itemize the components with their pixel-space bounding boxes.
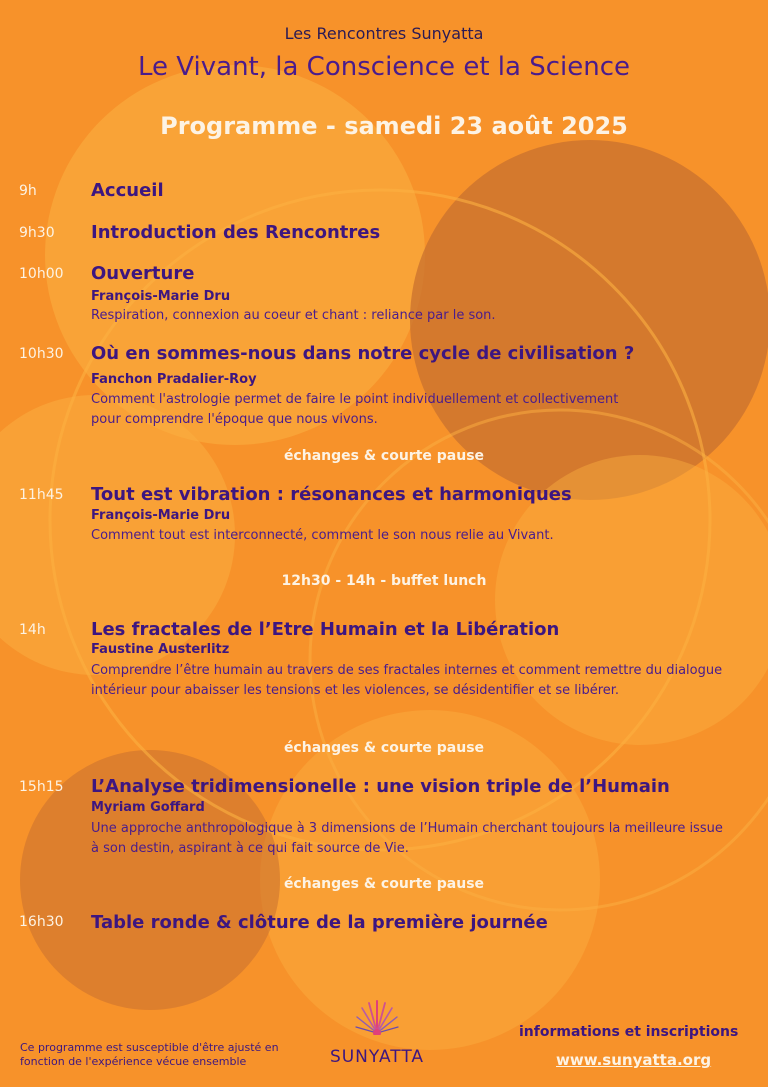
info-label: informations et inscriptions bbox=[519, 1024, 739, 1040]
time-16h30: 16h30 bbox=[19, 914, 64, 930]
session-description: Comment tout est interconnecté, comment le son nous relie au Vivant. bbox=[91, 528, 554, 543]
time-9h30: 9h30 bbox=[19, 225, 55, 241]
session-description: Comment l'astrologie permet de faire le point individuellement et collectivement pour comprendre l'époque que nous vivons. bbox=[91, 392, 619, 427]
session-title: Où en sommes-nous dans notre cycle de civilisation ? bbox=[91, 343, 635, 364]
session-description: Respiration, connexion au coeur et chant : reliance par le son. bbox=[91, 308, 496, 323]
time-15h15: 15h15 bbox=[19, 779, 64, 795]
event-title: Le Vivant, la Conscience et la Science bbox=[138, 52, 630, 82]
session-title: Les fractales de l’Etre Humain et la Libération bbox=[91, 619, 560, 640]
speaker-name: Faustine Austerlitz bbox=[91, 642, 230, 657]
disclaimer-text: Ce programme est susceptible d'être ajusté en fonction de l'expérience vécue ensemble bbox=[20, 1041, 279, 1068]
sunyatta-logo bbox=[322, 995, 432, 1075]
session-description: Comprendre l’être humain au travers de ses fractales internes et comment remettre du dialogue intérieur pour abaisser les tensions et les violences, se désidentifier et se libérer. bbox=[91, 663, 723, 698]
speaker-name: François-Marie Dru bbox=[91, 289, 231, 304]
logo-text: SUNYATTA bbox=[329, 1047, 425, 1067]
time-9h: 9h bbox=[19, 183, 37, 199]
pause-label: échanges & courte pause bbox=[283, 448, 485, 464]
session-title: Accueil bbox=[91, 180, 164, 201]
sunburst-icon bbox=[355, 995, 399, 1035]
session-title: Introduction des Rencontres bbox=[91, 222, 381, 243]
session-title: Tout est vibration : résonances et harmoniques bbox=[91, 484, 572, 505]
pause-label: échanges & courte pause bbox=[283, 876, 485, 892]
speaker-name: Myriam Goffard bbox=[91, 800, 205, 815]
series-name: Les Rencontres Sunyatta bbox=[284, 24, 484, 43]
website-link[interactable]: www.sunyatta.org bbox=[556, 1051, 712, 1069]
speaker-name: Fanchon Pradalier-Roy bbox=[91, 372, 257, 387]
time-14h: 14h bbox=[19, 622, 46, 638]
session-description: Une approche anthropologique à 3 dimensions de l’Humain cherchant toujours la meilleure issue à son destin, aspirant à ce qui fait source de Vie. bbox=[91, 821, 723, 856]
session-title: Table ronde & clôture de la première journée bbox=[91, 912, 548, 933]
session-title: Ouverture bbox=[91, 263, 195, 284]
time-10h30: 10h30 bbox=[19, 346, 64, 362]
time-10h00: 10h00 bbox=[19, 266, 64, 282]
pause-label: échanges & courte pause bbox=[283, 740, 485, 756]
speaker-name: François-Marie Dru bbox=[91, 508, 231, 523]
program-heading: Programme - samedi 23 août 2025 bbox=[160, 112, 628, 140]
time-11h45: 11h45 bbox=[19, 487, 64, 503]
session-title: L’Analyse tridimensionelle : une vision triple de l’Humain bbox=[91, 776, 670, 797]
lunch-break-label: 12h30 - 14h - buffet lunch bbox=[281, 573, 487, 589]
